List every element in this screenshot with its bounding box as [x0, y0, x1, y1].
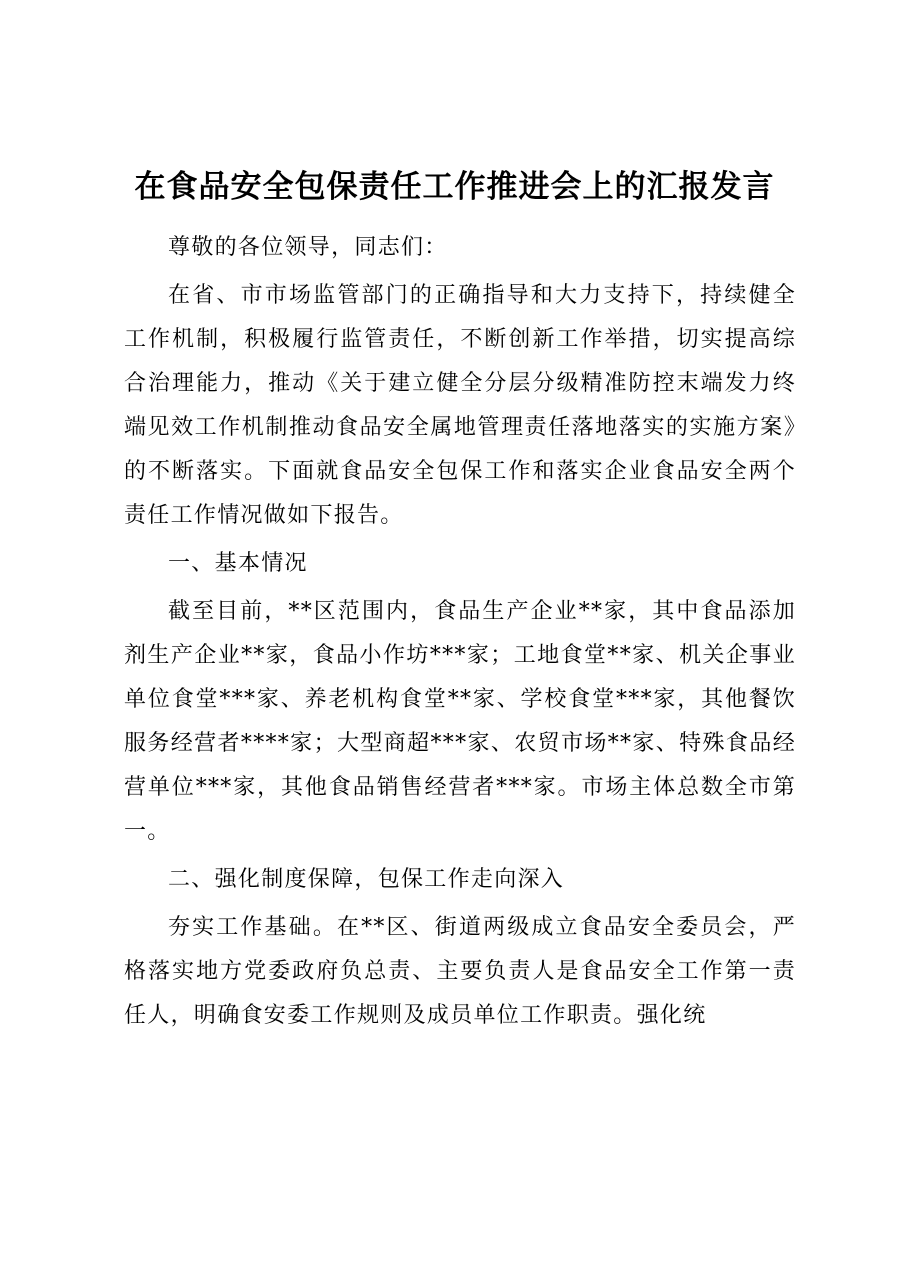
- salutation-paragraph: 尊敬的各位领导，同志们：: [168, 235, 448, 260]
- basic-situation-paragraph: 截至目前，**区范围内，食品生产企业**家，其中食品添加剂生产企业**家，食品小作坊***家；工地食堂**家、机关企事业单位食堂***家、养老机构食堂**家、学校食堂***家，其他餐饮服务经营者****家；大型商超***家、农贸市场**家、特殊食品经营单位***家，其他食品销售经营者***家。市场主体总数全市第一。: [124, 599, 796, 844]
- document-title: 在食品安全包保责任工作推进会上的汇报发言: [134, 169, 775, 205]
- section-heading-basic: 一、基本情况: [168, 551, 308, 576]
- document-body: [124, 222, 796, 1038]
- intro-paragraph: 在省、市市场监管部门的正确指导和大力支持下，持续健全工作机制，积极履行监管责任，不断创新工作举措，切实提高综合治理能力，推动《关于建立健全分层分级精准防控末端发力终端见效工作机制推动食品安全属地管理责任落地落实的实施方案》的不断落实。下面就食品安全包保工作和落实企业食品安全两个责任工作情况做如下报告。: [124, 283, 796, 528]
- section-heading-system: 二、强化制度保障，包保工作走向深入: [168, 867, 565, 892]
- foundation-paragraph: 夯实工作基础。在**区、街道两级成立食品安全委员会，严格落实地方党委政府负总责、主要负责人是食品安全工作第一责任人，明确食安委工作规则及成员单位工作职责。强化统: [124, 915, 796, 1028]
